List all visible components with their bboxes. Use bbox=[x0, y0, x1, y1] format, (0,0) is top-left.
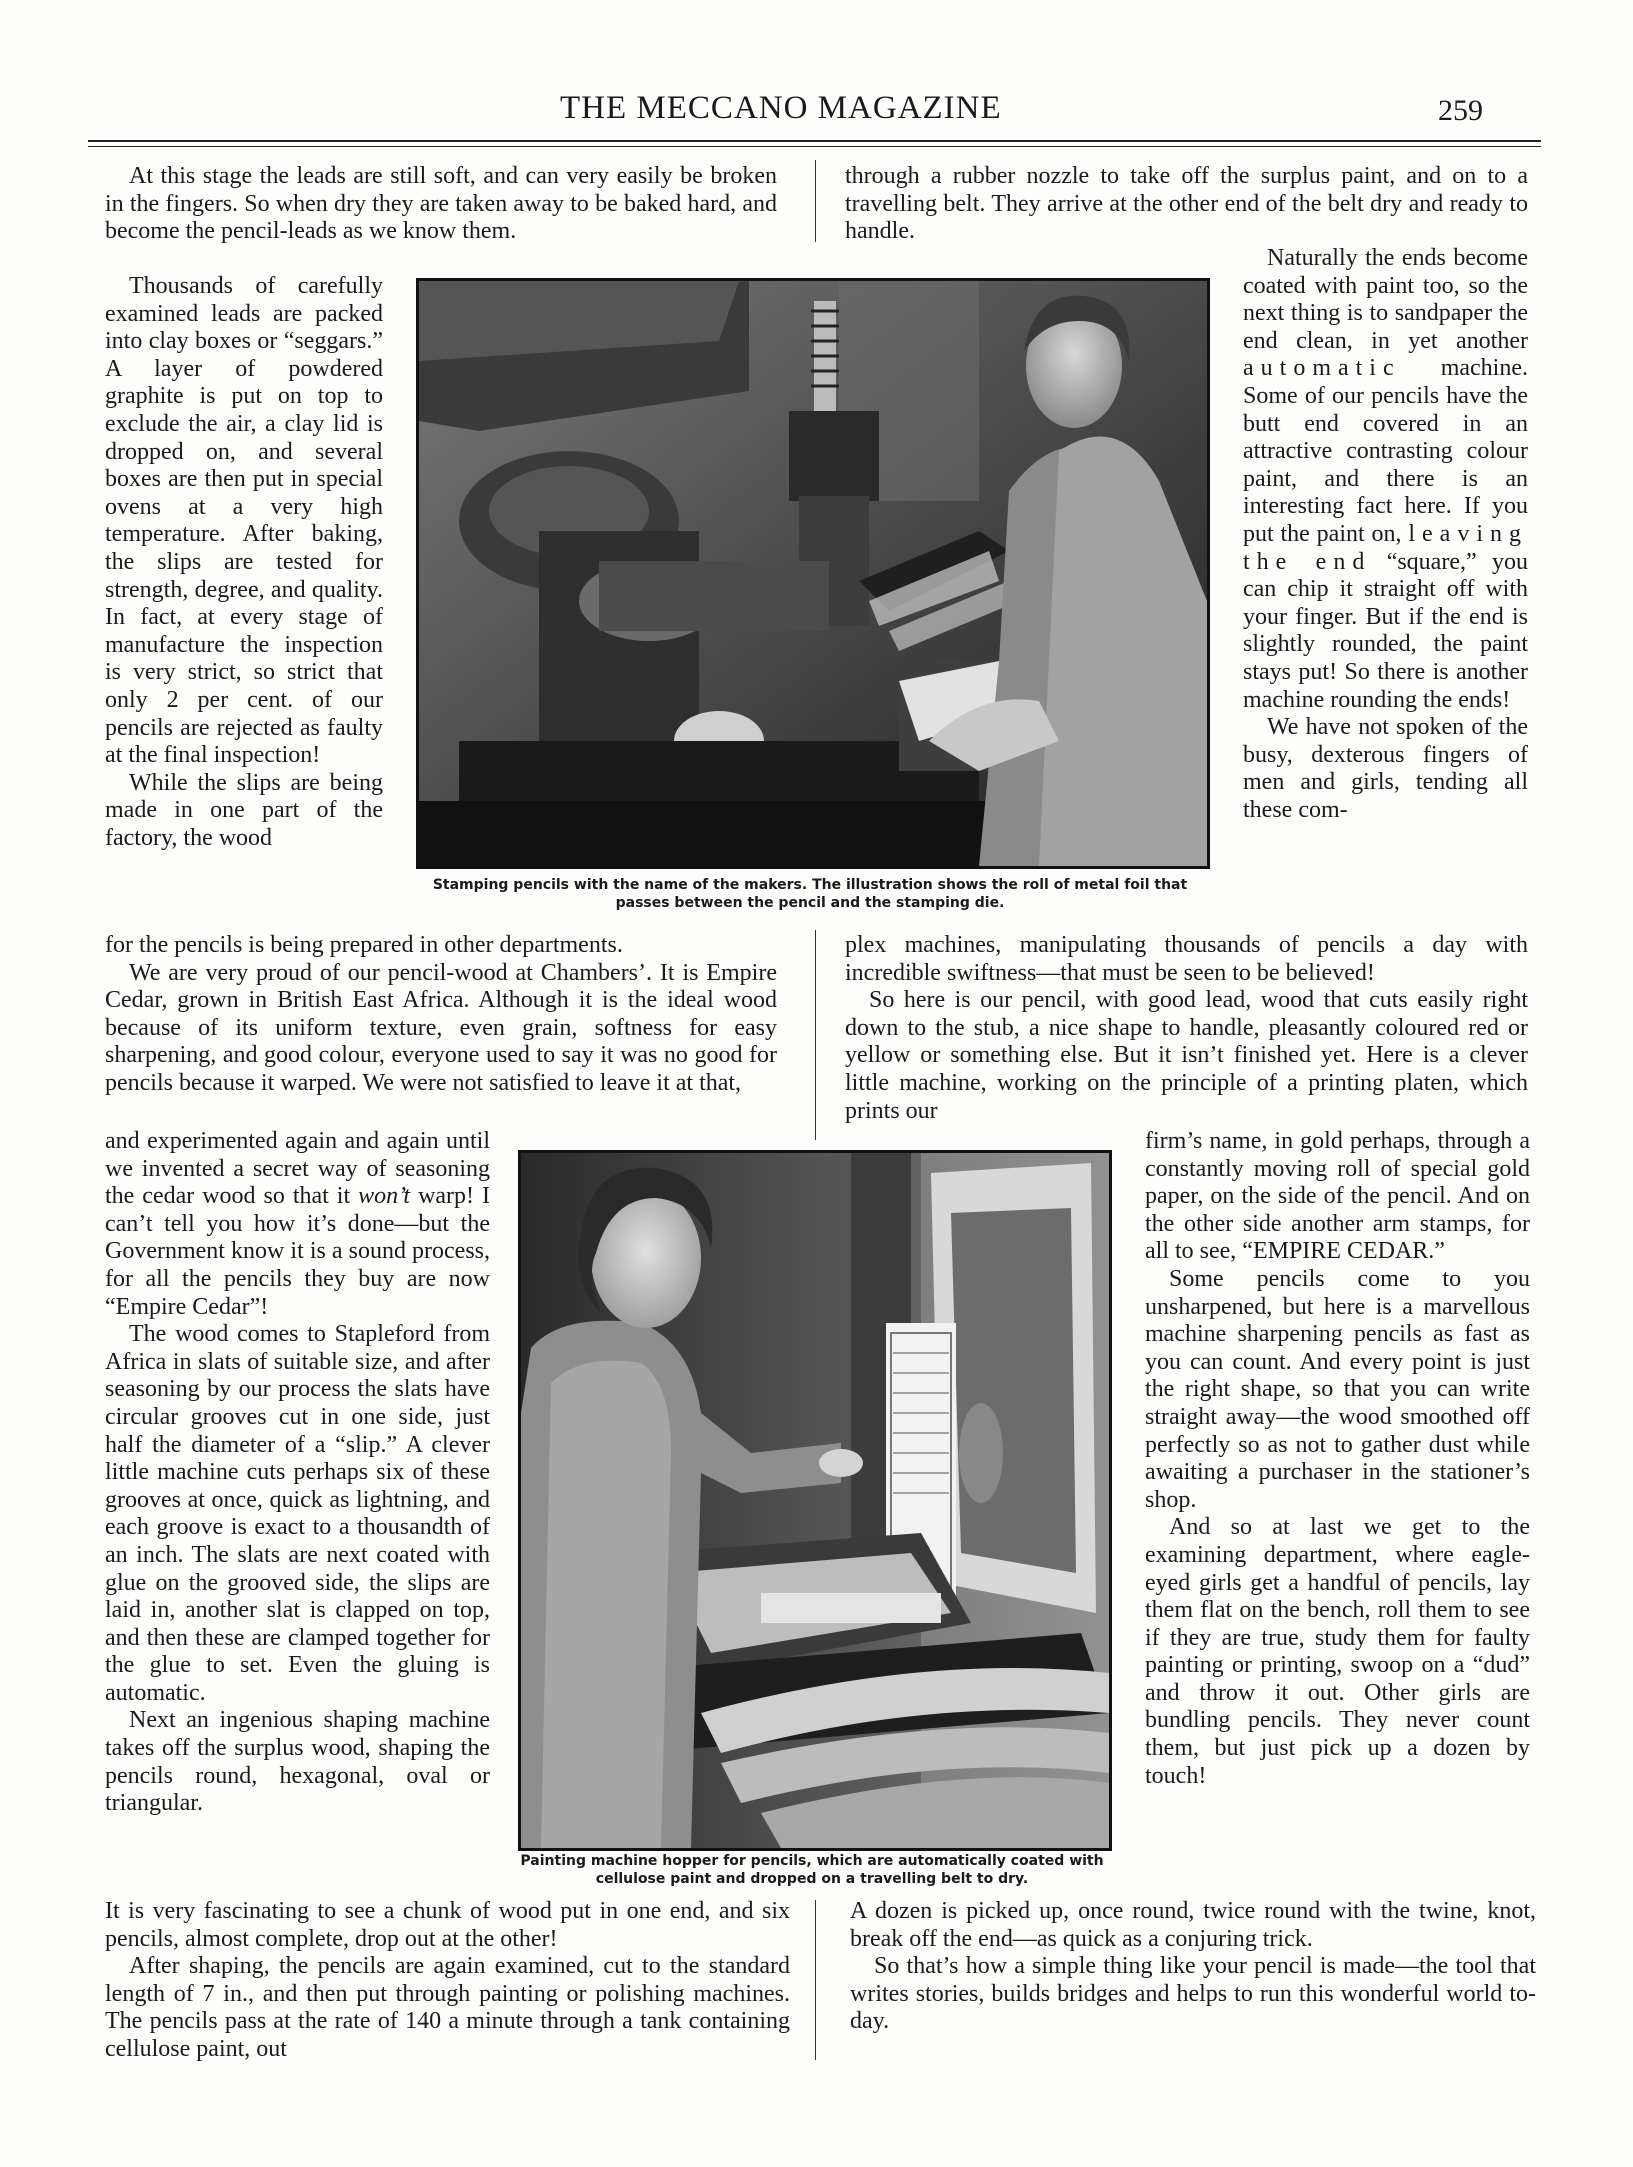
magazine-title: THE MECCANO MAGAZINE bbox=[560, 90, 1002, 126]
paragraph: So that’s how a simple thing like your pencil is made—the tool that writes stories, builds bridges and helps to run this wonderful world to-day. bbox=[850, 1953, 1536, 2035]
paragraph bbox=[105, 1128, 490, 1321]
spaced-text: leaving the end bbox=[1243, 520, 1528, 575]
paragraph: Some pencils come to you unsharpened, but here is a marvellous machine sharpening pencils as fast as you can count. And every point is just the right shape, so that you can write straight away—the wood smoothed off perfectly so as not to gather dust while awaiting a purchaser in the stationer’s shop. bbox=[1145, 1265, 1530, 1513]
italic-text: won’t bbox=[358, 1183, 411, 1210]
text-run: and experimented again and again until we invented a secret way of seasoning the cedar wood so that it bbox=[105, 1128, 490, 1210]
text-run: Naturally the ends become coated with paint too, so the next thing is to sandpaper the end clean, in yet another bbox=[1243, 245, 1528, 354]
paragraph: We have not spoken of the busy, dexterous fingers of men and girls, tending all these com- bbox=[1243, 714, 1528, 823]
paragraph: for the pencils is being prepared in other departments. bbox=[105, 932, 623, 958]
header-rule bbox=[88, 140, 1541, 142]
paragraph bbox=[1243, 245, 1528, 714]
paragraph: After shaping, the pencils are again examined, cut to the standard length of 7 in., and then put through painting or polishing machines. The pencils pass at the rate of 140 a minute through a tank containing cellulose paint, out bbox=[105, 1953, 790, 2062]
spaced-text: automatic bbox=[1243, 355, 1401, 382]
col2-top-text bbox=[845, 163, 1528, 246]
text-run: warp! I can’t tell you how it’s done—but the Government know it is a sound process, for all the pencils they buy are now “Empire Cedar”! bbox=[105, 1183, 490, 1320]
col2-bottom-text bbox=[850, 1898, 1536, 2036]
painting-machine-photo bbox=[518, 1150, 1112, 1851]
text-run: machine. Some of our pencils have the butt end covered in an attractive contrasting colour paint, and there is an interesting fact here. If you put the paint on, bbox=[1243, 355, 1528, 547]
header-rule-thin bbox=[88, 146, 1541, 147]
paragraph: It is very fascinating to see a chunk of wood put in one end, and six pencils, almost complete, drop out at the other! bbox=[105, 1898, 790, 1952]
paragraph: Next an ingenious shaping machine takes off the surplus wood, shaping the pencils round, hexagonal, oval or triangular. bbox=[105, 1707, 490, 1817]
page-number: 259 bbox=[1438, 94, 1483, 127]
col1-narrow2-text bbox=[105, 1128, 490, 1818]
paragraph: So here is our pencil, with good lead, wood that cuts easily right down to the stub, a nice shape to handle, pleasantly coloured red or yellow or something else. But it isn’t finished yet. Here is a clever little machine, working on the principle of a printing platen, which prints our bbox=[845, 987, 1528, 1124]
paragraph: While the slips are being made in one part of the factory, the wood bbox=[105, 769, 383, 851]
stamping-machine-illustration bbox=[419, 281, 1207, 866]
col1-narrow-text bbox=[105, 273, 383, 852]
paragraph: A dozen is picked up, once round, twice round with the twine, knot, break off the end—as quick as a conjuring trick. bbox=[850, 1898, 1536, 1952]
col1-bottom-text bbox=[105, 1898, 790, 2064]
paragraph: And so at last we get to the examining department, where eagle-eyed girls get a handful of pencils, lay them flat on the bench, roll them to see if they are true, study them for faulty painting or printing, swoop on a “dud” and throw it out. Other girls are bundling pencils. They never count them, but just pick up a dozen by touch! bbox=[1145, 1514, 1530, 1789]
col2-narrow2-text bbox=[1145, 1128, 1530, 1790]
paragraph: through a rubber nozzle to take off the surplus paint, and on to a travelling belt. They arrive at the other end of the belt dry and ready to handle. bbox=[845, 163, 1528, 245]
col1-top-text bbox=[105, 163, 777, 246]
painting-machine-illustration bbox=[521, 1153, 1109, 1848]
col2-mid-text bbox=[845, 932, 1528, 1125]
figure-1-caption: Stamping pencils with the name of the makers. The illustration shows the roll of metal foil that passes between the pencil and the stamping die. bbox=[432, 877, 1188, 911]
paragraph: Thousands of carefully examined leads are packed into clay boxes or “seggars.” A layer of powdered graphite is put on top to exclude the air, a clay lid is dropped on, and several boxes are then put in special ovens at a very high temperature. After baking, the slips are tested for strength, degree, and quality. In fact, at every stage of manufacture the inspection is very strict, so strict that only 2 per cent. of our pencils are rejected as faulty at the final inspection! bbox=[105, 273, 383, 769]
paragraph: plex machines, manipulating thousands of pencils a day with incredible swiftness—that must be seen to be believed! bbox=[845, 932, 1528, 986]
stamping-machine-photo bbox=[416, 278, 1210, 869]
col2-narrow-text bbox=[1243, 245, 1528, 824]
paragraph: We are very proud of our pencil-wood at Chambers’. It is Empire Cedar, grown in British East Africa. Although it is the ideal wood because of its uniform texture, even grain, softness for easy sharpening, and good colour, everyone used to say it was no good for pencils because it warped. We were not satisfied to leave it at that, bbox=[105, 959, 777, 1096]
text-run: “square,” you can chip it straight off with your finger. But if the end is slightly rounded, the paint stays put! So there is another machine rounding the ends! bbox=[1243, 548, 1528, 713]
paragraph: The wood comes to Stapleford from Africa in slats of suitable size, and after seasoning by our process the slats have circular grooves cut in one side, just half the diameter of a “slip.” A clever little machine cuts perhaps six of these grooves at once, quick as lightning, and each groove is exact to a thousandth of an inch. The slats are next coated with glue on the grooved side, the slips are laid in, another slat is clapped on top, and then these are clamped together for the glue to set. Even the gluing is automatic. bbox=[105, 1321, 490, 1706]
figure-2-caption: Painting machine hopper for pencils, which are automatically coated with cellulose paint and dropped on a travelling belt to dry. bbox=[520, 1853, 1104, 1887]
paragraph: firm’s name, in gold perhaps, through a constantly moving roll of special gold paper, on the side of the pencil. And on the other side another arm stamps, for all to see, “EMPIRE CEDAR.” bbox=[1145, 1128, 1530, 1265]
col1-mid-text bbox=[105, 932, 777, 1098]
column-divider bbox=[815, 930, 816, 1140]
paragraph: At this stage the leads are still soft, and can very easily be broken in the fingers. So when dry they are taken away to be baked hard, and become the pencil-leads as we know them. bbox=[105, 163, 777, 245]
column-divider bbox=[815, 1900, 816, 2060]
column-divider bbox=[815, 160, 816, 242]
